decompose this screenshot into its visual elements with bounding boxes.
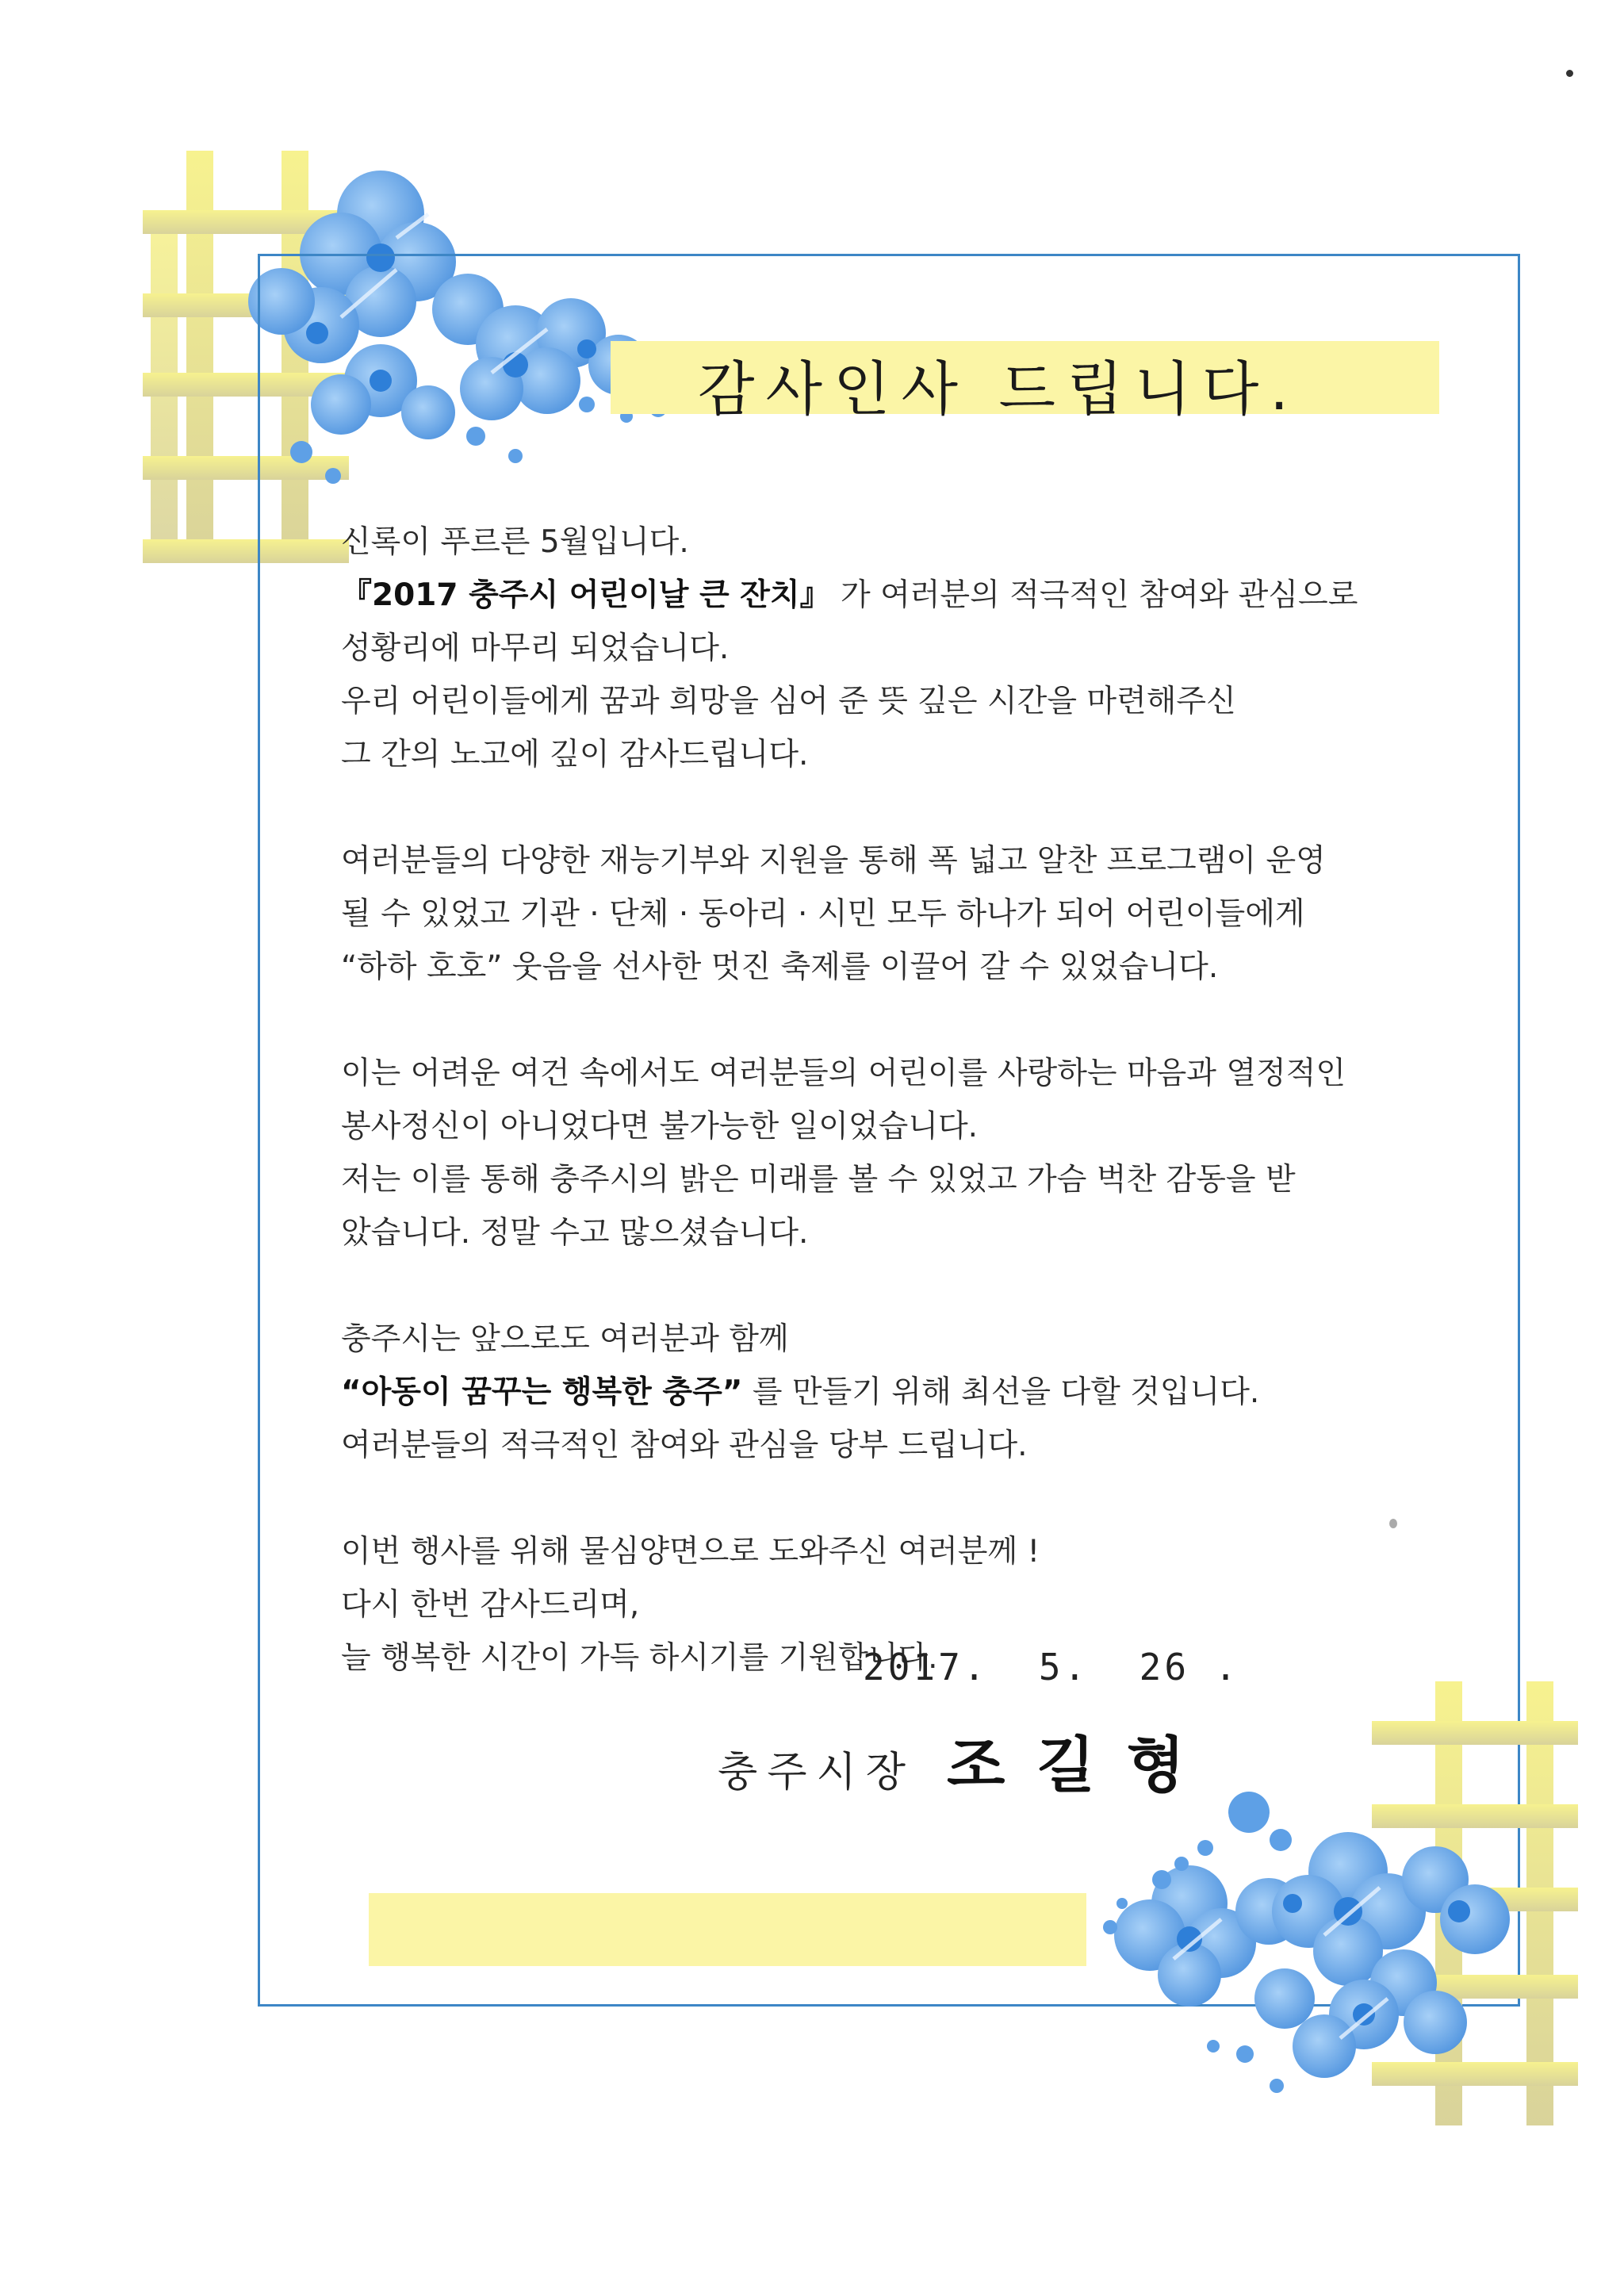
text-line: 봉사정신이 아니었다면 불가능한 일이었습니다.: [341, 1109, 979, 1144]
signer-title: 충주시장: [718, 1749, 915, 1796]
letter-body: [341, 516, 1467, 1738]
text-line: 충주시는 앞으로도 여러분과 함께: [341, 1321, 789, 1357]
speck: [1389, 1519, 1397, 1528]
paragraph: [341, 834, 1467, 994]
text-line: 여러분들의 적극적인 참여와 관심을 당부 드립니다.: [341, 1428, 1028, 1463]
text-line: 그 간의 노고에 깊이 감사드립니다.: [341, 737, 809, 772]
text-line: 성황리에 마무리 되었습니다.: [341, 631, 730, 666]
bottom-right-decoration-icon: [1086, 1673, 1578, 2149]
text-line-rest: 가 여러분의 적극적인 참여와 관심으로: [830, 577, 1358, 613]
text-line: 이는 어려운 여건 속에서도 여러분들의 어린이를 사랑하는 마음과 열정적인: [341, 1056, 1346, 1091]
text-line: “하하 호호” 웃음을 선사한 멋진 축제를 이끌어 갈 수 있었습니다.: [341, 949, 1219, 985]
text-line: 았습니다. 정말 수고 많으셨습니다.: [341, 1215, 809, 1251]
text-line: 될 수 있었고 기관 · 단체 · 동아리 · 시민 모두 하나가 되어 어린이들에게: [341, 896, 1305, 932]
letter-title: 감사인사 드립니다.: [698, 355, 1300, 424]
paragraph: [341, 1047, 1467, 1259]
text-line: 저는 이를 통해 충주시의 밝은 미래를 볼 수 있었고 가슴 벅찬 감동을 받: [341, 1162, 1296, 1198]
paragraph: [341, 516, 1467, 781]
text-line-rest: 를 만들기 위해 최선을 다할 것입니다.: [742, 1374, 1260, 1410]
event-name: 『2017 충주시 어린이날 큰 잔치』: [341, 577, 831, 613]
paragraph: [341, 1313, 1467, 1472]
speck: [1566, 70, 1573, 77]
text-line: 신록이 푸르른 5월입니다.: [341, 524, 689, 560]
letter-date: 2017. 5. 26 .: [863, 1646, 1240, 1688]
text-line: 여러분들의 다양한 재능기부와 지원을 통해 폭 넓고 알찬 프로그램이 운영: [341, 843, 1326, 879]
signer-name: 조길형: [946, 1730, 1217, 1800]
text-line: 다시 한번 감사드리며,: [341, 1587, 640, 1623]
slogan: “아동이 꿈꾸는 행복한 충주”: [341, 1374, 743, 1410]
text-line: 이번 행사를 위해 물심양면으로 도와주신 여러분께 !: [341, 1534, 1040, 1570]
text-line: [341, 1366, 1467, 1419]
bottom-highlight: [369, 1893, 1086, 1966]
text-line: 늘 행복한 시간이 가득 하시기를 기원합니다.: [341, 1640, 938, 1676]
text-line: 우리 어린이들에게 꿈과 희망을 심어 준 뜻 깊은 시간을 마련해주신: [341, 684, 1236, 719]
text-line: [341, 569, 1467, 622]
